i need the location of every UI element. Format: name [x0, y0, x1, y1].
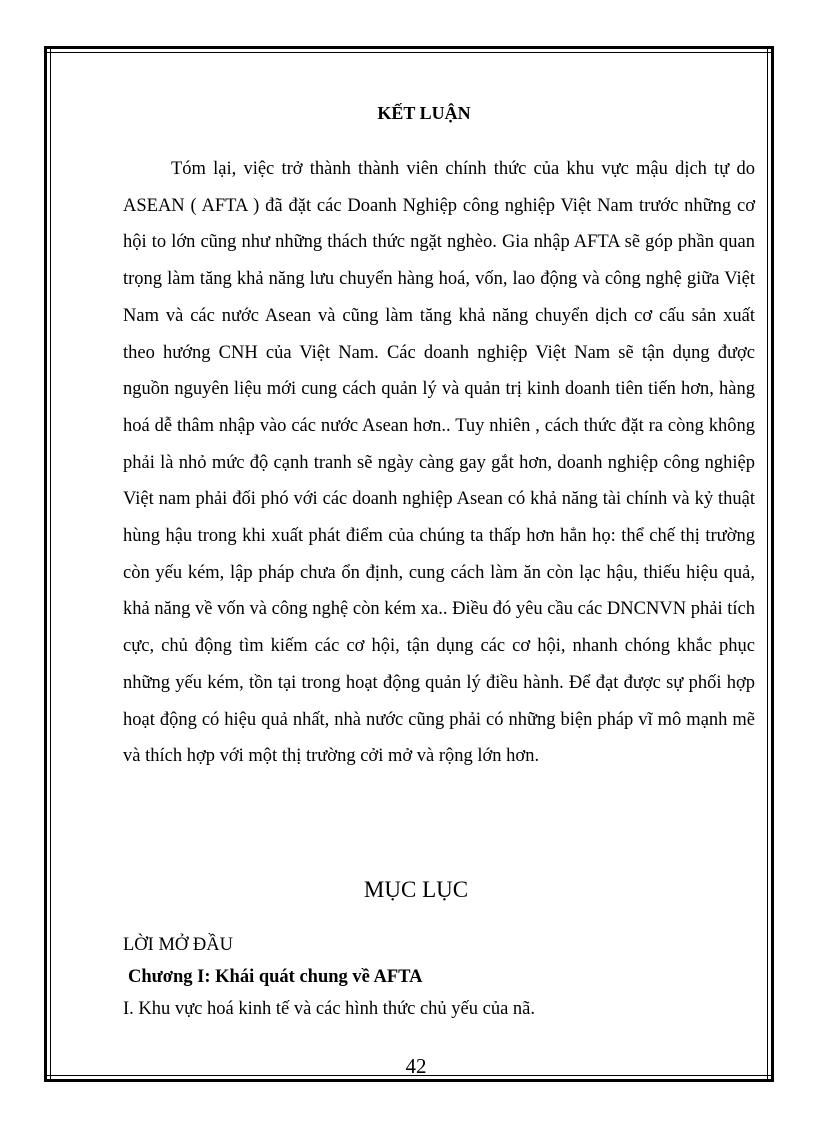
- toc-item-chapter-1[interactable]: Chương I: Khái quát chung về AFTA: [128, 967, 423, 987]
- border-left-inner: [50, 46, 51, 1082]
- conclusion-title: KẾT LUẬN: [377, 103, 471, 123]
- border-bottom-outer: [44, 1079, 774, 1082]
- border-left-outer: [44, 46, 47, 1082]
- toc-title: MỤC LỤC: [363, 877, 469, 902]
- conclusion-paragraph: Tóm lại, việc trở thành thành viên chính thức của khu vực mậu dịch tự do ASEAN ( AFTA ) đã đặt các Doanh Nghiệp công nghiệp Việt Nam trước những cơ hội to lớn cũng như những thách thức ngặt nghèo. Gia nhập AFTA sẽ góp phần quan trọng làm tăng khả năng lưu chuyển hàng hoá, vốn, lao động và công nghệ giữa Việt Nam và các nước Asean và cũng làm tăng khả năng chuyển dịch cơ cấu sản xuất theo hướng CNH của Việt Nam. Các doanh nghiệp Việt Nam sẽ tận dụng được nguồn nguyên liệu mới cung cách quản lý và quản trị kinh doanh tiên tiến hơn, hàng hoá dễ thâm nhập vào các nước Asean hơn.. Tuy nhiên , cách thức đặt ra còng không phải là nhỏ mức độ cạnh tranh sẽ ngày càng gay gắt hơn, doanh nghiệp công nghiệp Việt nam phải đối phó với các doanh nghiệp Asean có khả năng tài chính và kỷ thuật hùng hậu trong khi xuất phát điểm của chúng ta thấp hơn hẳn họ: thể chế thị trường còn yếu kém, lập pháp chưa ổn định, cung cách làm ăn còn lạc hậu, thiếu hiệu quả, khả năng về vốn và công nghệ còn kém xa.. Điều đó yêu cầu các DNCNVN phải tích cực, chủ động tìm kiếm các cơ hội, tận dụng các cơ hội, nhanh chóng khắc phục những yếu kém, tồn tại trong hoạt động quản lý điều hành. Để đạt được sự phối hợp hoạt động có hiệu quả nhất, nhà nước cũng phải có những biện pháp vĩ mô mạnh mẽ và thích hợp với một thị trường cởi mở và rộng lớn hơn.: [123, 159, 755, 767]
- border-right-inner: [767, 46, 768, 1082]
- toc-item-intro[interactable]: LỜI MỞ ĐẦU: [123, 935, 233, 955]
- page-number: 42: [405, 1054, 427, 1078]
- border-right-outer: [771, 46, 774, 1082]
- border-top-outer: [44, 46, 774, 49]
- toc-item-section-1[interactable]: I. Khu vực hoá kinh tế và các hình thức chủ yếu của nã.: [123, 999, 536, 1019]
- border-top-inner: [44, 52, 774, 53]
